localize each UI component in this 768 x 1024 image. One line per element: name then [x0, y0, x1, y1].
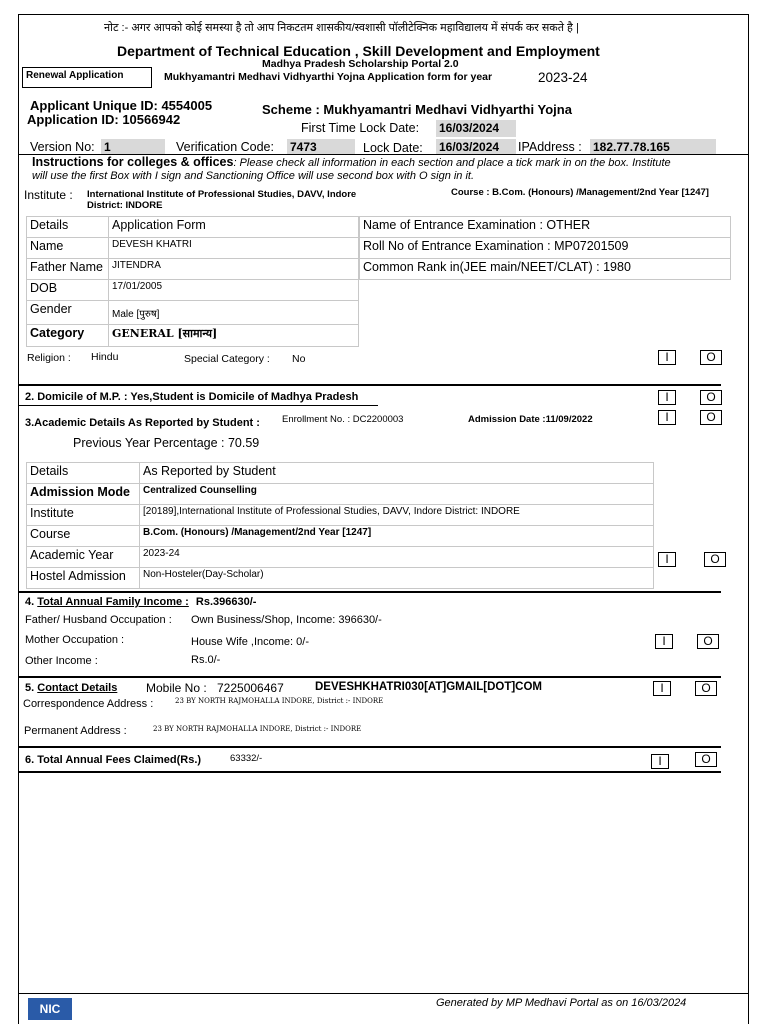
- row-label: Category: [27, 325, 109, 347]
- previous-year-percentage: Previous Year Percentage : 70.59: [73, 436, 260, 450]
- ip-address: 182.77.78.165: [590, 139, 716, 155]
- first-lock-label: First Time Lock Date:: [301, 121, 420, 135]
- mobile-number: 7225006467: [217, 681, 284, 695]
- verification-code: 7473: [287, 139, 355, 155]
- notice-text: नोट :- अगर आपको कोई समस्या है तो आप निकटतम शासकीय/स्वशासी पॉलीटेक्निक महाविद्यालय में संपर्क कर सकते है |: [104, 22, 579, 34]
- row-label: Name: [27, 238, 109, 259]
- contact-heading-text: Contact Details: [37, 682, 118, 694]
- religion-value: Hindu: [91, 351, 119, 363]
- generated-footer: Generated by MP Medhavi Portal as on 16/03/2024: [436, 997, 687, 1009]
- footer-divider: [18, 993, 749, 994]
- admission-mode: Centralized Counselling: [140, 484, 654, 505]
- institute-check-box[interactable]: I: [655, 634, 673, 649]
- lock-label: Lock Date:: [363, 141, 423, 155]
- row-label: Details: [27, 463, 140, 484]
- table-row: [27, 484, 654, 505]
- religion-label: Religion :: [27, 352, 71, 364]
- row-label: Hostel Admission: [27, 568, 140, 589]
- office-check-box[interactable]: O: [704, 552, 726, 567]
- course-summary: [451, 187, 727, 198]
- application-id: Application ID: 10566942: [27, 112, 181, 127]
- table-row: [360, 217, 731, 238]
- domicile-text: 2. Domicile of M.P. : Yes,Student is Domicile of Madhya Pradesh: [25, 391, 359, 403]
- course-label: Course: [451, 187, 484, 198]
- portal-title: Madhya Pradesh Scholarship Portal 2.0: [262, 58, 459, 70]
- table-row: [27, 280, 359, 301]
- correspondence-address-label: Correspondence Address :: [23, 698, 154, 710]
- table-row: [27, 259, 359, 280]
- contact-heading: [25, 682, 117, 694]
- institute-name: International Institute of Professional Studies, DAVV, Indore: [87, 189, 357, 200]
- academic-details-table: [26, 462, 654, 589]
- row-label: Academic Year: [27, 547, 140, 568]
- table-row: [27, 301, 359, 325]
- institute-check-box[interactable]: I: [651, 754, 669, 769]
- father-occupation: Own Business/Shop, Income: 396630/-: [191, 614, 382, 626]
- row-label: DOB: [27, 280, 109, 301]
- office-check-box[interactable]: O: [700, 390, 722, 405]
- lock-date: 16/03/2024: [436, 139, 516, 155]
- correspondence-address: 23 BY NORTH RAJMOHALLA INDORE, District :- INDORE: [175, 697, 384, 705]
- institute-label: Institute :: [24, 188, 73, 202]
- category: GENERAL [सामान्य]: [109, 325, 359, 347]
- table-row: [27, 505, 654, 526]
- instructions-line-2: will use the first Box with I sign and Sanctioning Office will use second box with O sign in it.: [32, 170, 475, 182]
- office-check-box[interactable]: O: [695, 681, 717, 696]
- section-divider: [18, 676, 721, 678]
- row-label: Gender: [27, 301, 109, 325]
- applicant-name: DEVESH KHATRI: [109, 238, 359, 259]
- course-value: : B.Com. (Honours) /Management/2nd Year [1247]: [486, 187, 709, 198]
- academic-institute: [20189],International Institute of Professional Studies, DAVV, Indore District: INDORE: [140, 505, 654, 526]
- section-divider: [18, 384, 721, 386]
- gender: Male [पुरुष]: [109, 301, 359, 325]
- table-row: [360, 259, 731, 280]
- section-divider: [18, 405, 378, 406]
- academic-year: 2023-24: [140, 547, 654, 568]
- email-address: DEVESHKHATRI030[AT]GMAIL[DOT]COM: [315, 681, 543, 693]
- institute-check-box[interactable]: I: [658, 552, 676, 567]
- instructions-heading: Instructions for colleges & offices: [32, 155, 234, 169]
- table-row: [27, 526, 654, 547]
- office-check-box[interactable]: O: [697, 634, 719, 649]
- permanent-address: 23 BY NORTH RAJMOHALLA INDORE, District :- INDORE: [153, 725, 362, 733]
- instructions-line-1: [32, 155, 671, 169]
- father-name: JITENDRA: [109, 259, 359, 280]
- father-occupation-label: Father/ Husband Occupation :: [25, 614, 172, 626]
- section-divider: [18, 746, 721, 748]
- table-row: [27, 463, 654, 484]
- institute-check-box[interactable]: I: [658, 410, 676, 425]
- mother-occupation-label: Mother Occupation :: [25, 634, 125, 646]
- fees-amount: 63332/-: [230, 753, 263, 764]
- verification-label: Verification Code:: [176, 140, 274, 154]
- income-heading: [25, 596, 256, 608]
- form-year: 2023-24: [538, 70, 588, 85]
- mother-occupation: House Wife ,Income: 0/-: [191, 636, 309, 648]
- hostel-admission: Non-Hosteler(Day-Scholar): [140, 568, 654, 589]
- scheme-name: Scheme : Mukhyamantri Medhavi Vidhyarthi Yojna: [262, 102, 572, 117]
- row-label: Father Name: [27, 259, 109, 280]
- academic-heading: 3.Academic Details As Reported by Student :: [25, 417, 260, 429]
- first-lock-date: 16/03/2024: [436, 120, 516, 137]
- table-row: [360, 238, 731, 259]
- version-value: 1: [101, 139, 165, 155]
- family-income-amount: Rs.396630/-: [195, 596, 257, 608]
- institute-check-box[interactable]: I: [658, 350, 676, 365]
- section-divider: [18, 591, 721, 593]
- section-divider: [18, 771, 721, 773]
- renewal-badge: Renewal Application: [22, 67, 152, 88]
- institute-district: District: INDORE: [87, 200, 163, 211]
- ip-label: IPAddress :: [518, 140, 582, 154]
- row-label: Details: [27, 217, 109, 238]
- version-label: Version No:: [30, 140, 95, 154]
- row-value: Application Form: [109, 217, 359, 238]
- entrance-exam-table: [359, 216, 731, 280]
- office-check-box[interactable]: O: [695, 752, 717, 767]
- other-income-label: Other Income :: [25, 655, 98, 667]
- personal-details-table: [26, 216, 359, 347]
- mobile-label: Mobile No :: [146, 681, 207, 695]
- table-row: [27, 217, 359, 238]
- row-label: Admission Mode: [27, 484, 140, 505]
- fees-heading: 6. Total Annual Fees Claimed(Rs.): [25, 754, 202, 766]
- dob: 17/01/2005: [109, 280, 359, 301]
- entrance-roll-no: Roll No of Entrance Examination : MP07201509: [360, 238, 731, 259]
- other-income: Rs.0/-: [191, 654, 221, 666]
- income-heading-text: Total Annual Family Income :: [37, 596, 189, 608]
- office-check-box[interactable]: O: [700, 410, 722, 425]
- entrance-exam-name: Name of Entrance Examination : OTHER: [360, 217, 731, 238]
- table-row: [27, 238, 359, 259]
- institute-check-box[interactable]: I: [653, 681, 671, 696]
- enrollment-no: Enrollment No. : DC2200003: [282, 414, 404, 425]
- table-row: [27, 325, 359, 347]
- applicant-unique-id: Applicant Unique ID: 4554005: [30, 98, 213, 113]
- common-rank: Common Rank in(JEE main/NEET/CLAT) : 1980: [360, 259, 731, 280]
- row-label: Course: [27, 526, 140, 547]
- special-category-label: Special Category :: [184, 353, 270, 365]
- row-value: As Reported by Student: [140, 463, 654, 484]
- office-check-box[interactable]: O: [700, 350, 722, 365]
- contact-heading-number: 5.: [25, 682, 35, 694]
- special-category-value: No: [292, 353, 306, 365]
- nic-logo: NIC: [28, 998, 72, 1020]
- table-row: [27, 547, 654, 568]
- admission-date: Admission Date :11/09/2022: [468, 414, 593, 425]
- academic-course: B.Com. (Honours) /Management/2nd Year [1247]: [140, 526, 654, 547]
- table-row: [27, 568, 654, 589]
- row-label: Institute: [27, 505, 140, 526]
- form-title: Mukhyamantri Medhavi Vidhyarthi Yojna Application form for year: [164, 71, 493, 83]
- instructions-text: : Please check all information in each section and place a tick mark in on the box. Institute: [233, 157, 671, 169]
- department-title: Department of Technical Education , Skill Development and Employment: [117, 43, 600, 59]
- income-heading-number: 4.: [25, 596, 35, 608]
- permanent-address-label: Permanent Address :: [24, 725, 127, 737]
- institute-check-box[interactable]: I: [658, 390, 676, 405]
